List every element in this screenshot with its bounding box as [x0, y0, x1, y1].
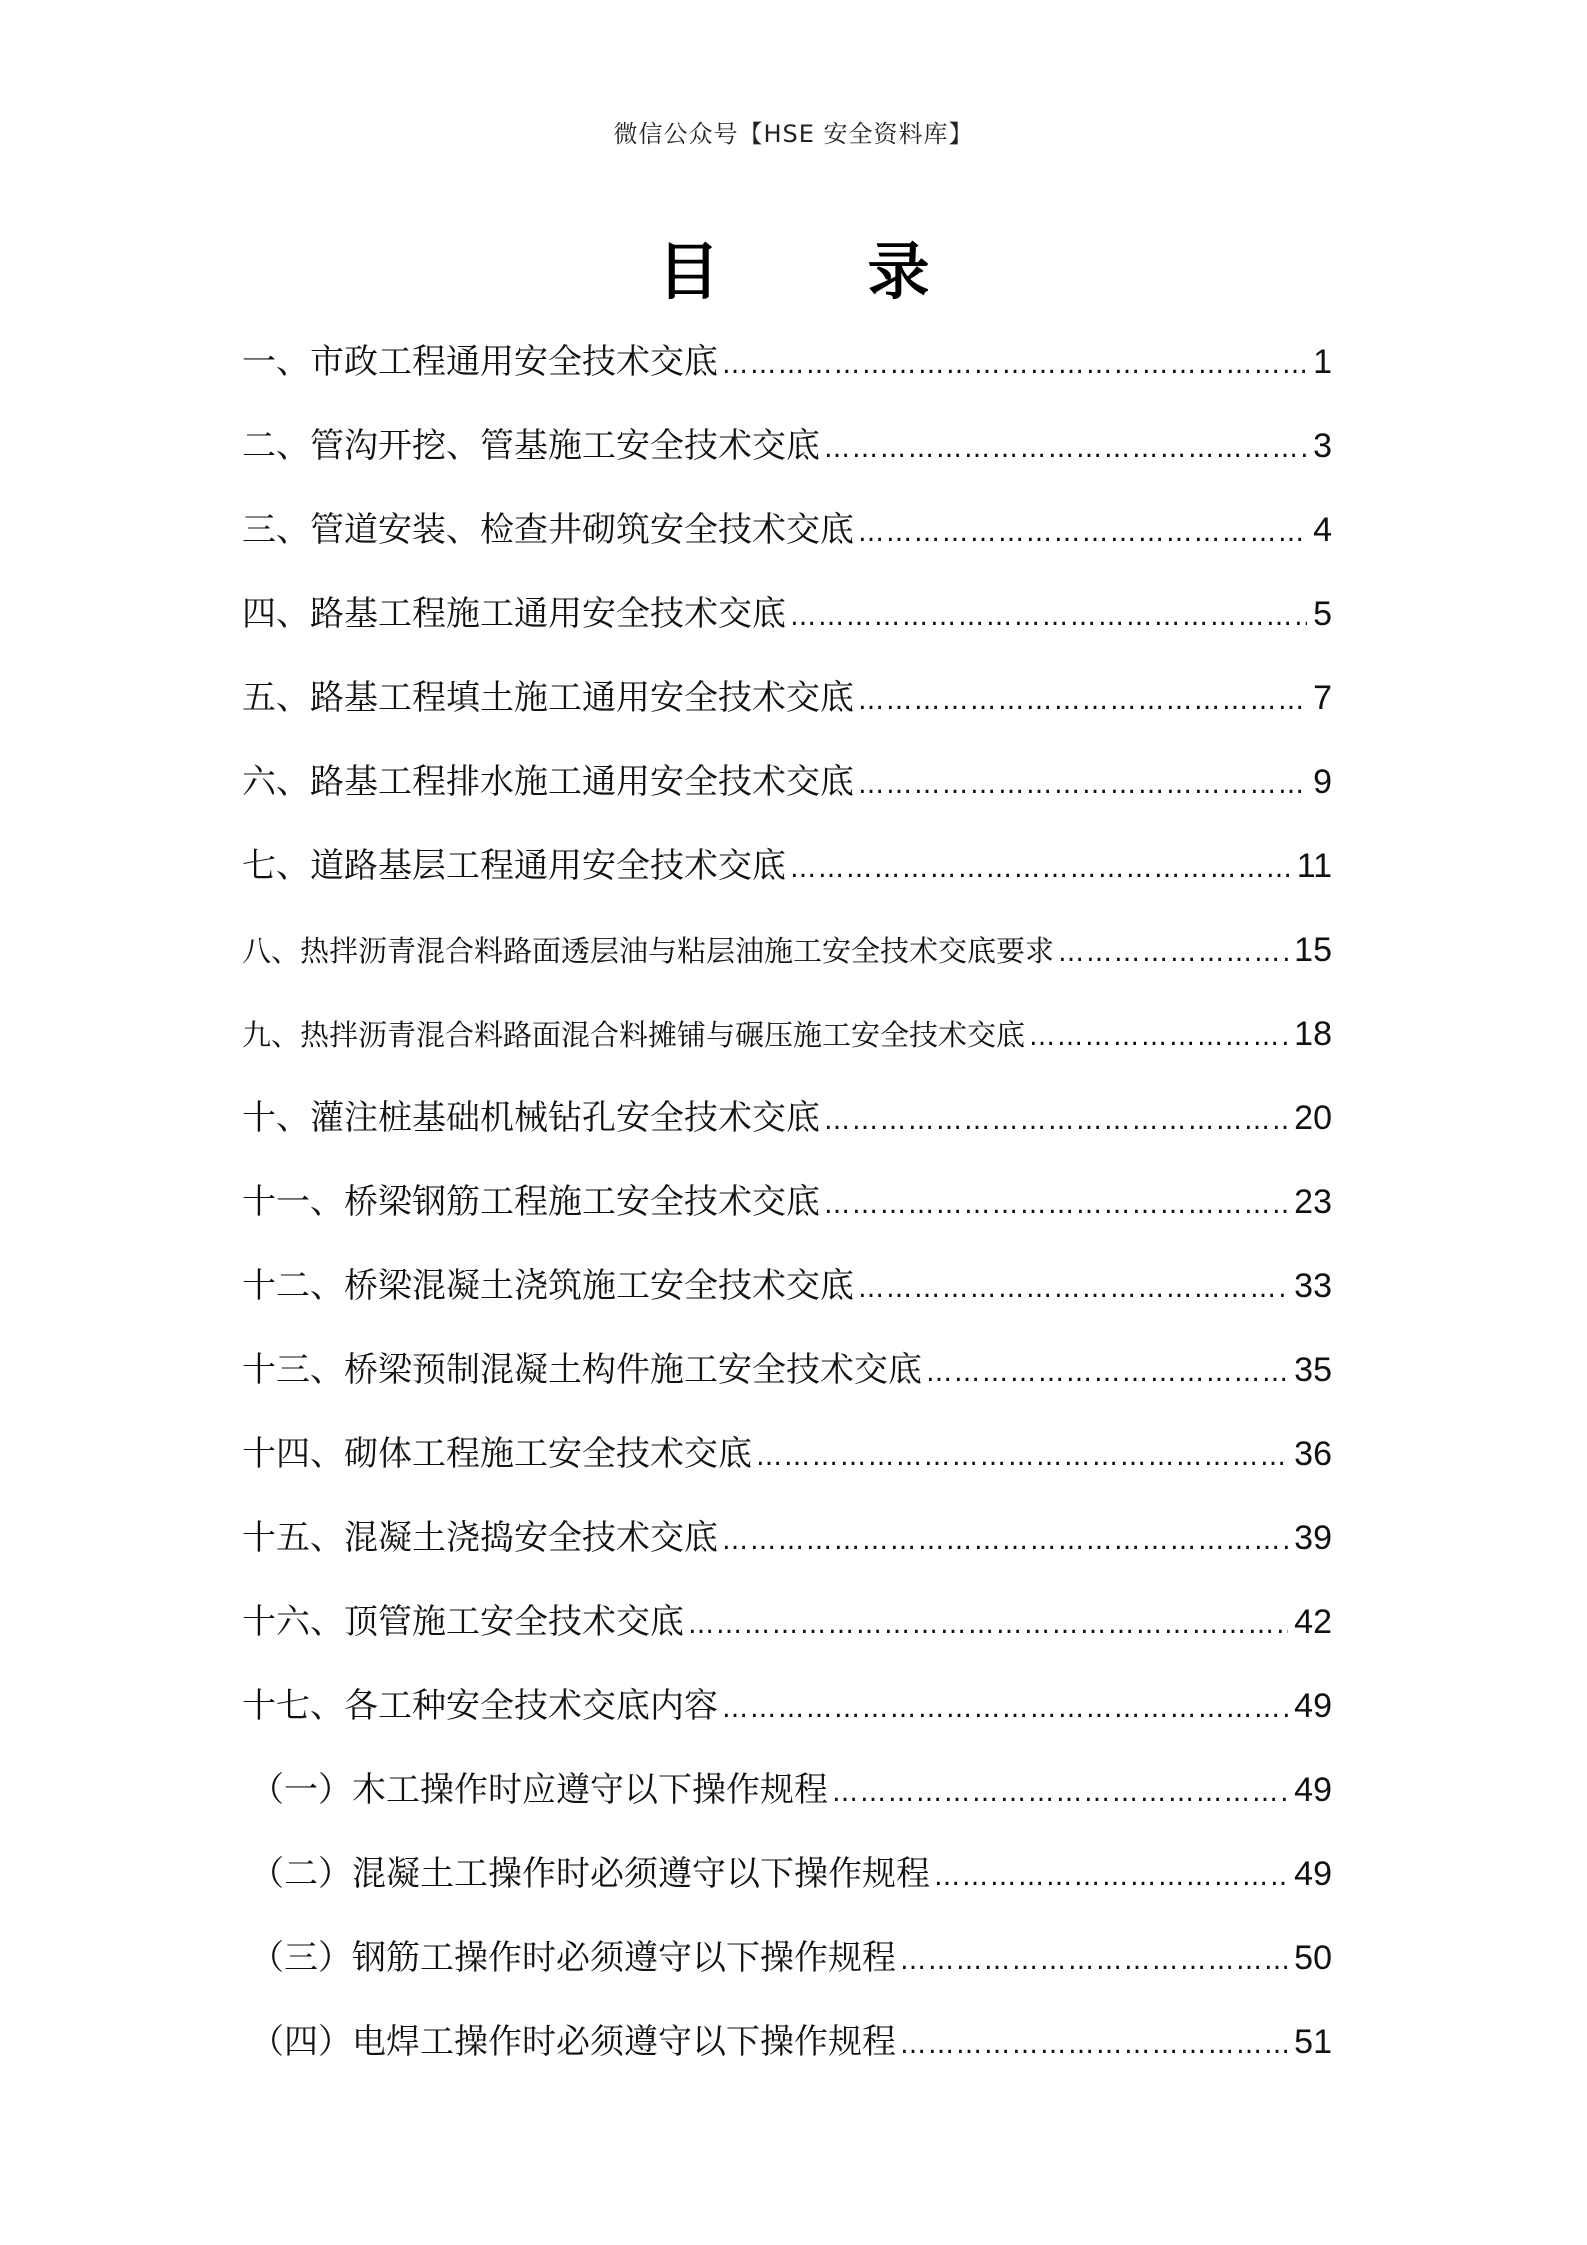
toc-entry[interactable]	[242, 824, 1332, 908]
toc-leader-dots	[858, 1247, 1288, 1328]
toc-entry[interactable]	[242, 1076, 1332, 1160]
toc-entry[interactable]	[242, 908, 1332, 992]
toc-entry-title: 八、热拌沥青混合料路面透层油与粘层油施工安全技术交底要求	[242, 934, 1055, 968]
toc-entry[interactable]	[242, 1160, 1332, 1244]
title-char-1: 目	[657, 235, 720, 308]
toc-leader-dots	[790, 827, 1291, 908]
toc-entry[interactable]	[242, 1916, 1332, 2000]
toc-entry-title: （三）钢筋工操作时必须遵守以下操作规程	[250, 1938, 896, 1978]
toc-page-number: 15	[1294, 931, 1332, 969]
toc-entry-title: 五、路基工程填土施工通用安全技术交底	[242, 678, 854, 718]
toc-leader-dots	[1029, 995, 1288, 1076]
toc-leader-dots	[688, 1583, 1288, 1664]
toc-leader-dots	[722, 323, 1307, 404]
toc-page-number: 36	[1294, 1435, 1332, 1473]
toc-leader-dots	[858, 659, 1307, 740]
toc-entry[interactable]	[242, 1832, 1332, 1916]
toc-entry-title: （四）电焊工操作时必须遵守以下操作规程	[250, 2022, 896, 2062]
toc-page-number: 18	[1294, 1015, 1332, 1053]
toc-entry[interactable]	[242, 1748, 1332, 1832]
toc-entry-title: 十七、各工种安全技术交底内容	[242, 1686, 718, 1726]
toc-leader-dots	[824, 1163, 1288, 1244]
toc-page-number: 39	[1294, 1519, 1332, 1557]
toc-entry-title: 四、路基工程施工通用安全技术交底	[242, 594, 786, 634]
toc-page-number: 23	[1294, 1183, 1332, 1221]
toc-page-number: 49	[1294, 1687, 1332, 1725]
toc-entry[interactable]	[242, 572, 1332, 656]
toc-page-number: 3	[1313, 427, 1332, 465]
toc-leader-dots	[790, 575, 1307, 656]
toc-leader-dots	[824, 1079, 1288, 1160]
toc-page-number: 4	[1313, 511, 1332, 549]
toc-entry[interactable]	[242, 1412, 1332, 1496]
toc-entry[interactable]	[242, 740, 1332, 824]
toc-entry[interactable]	[242, 2000, 1332, 2084]
toc-entry-title: 十二、桥梁混凝土浇筑施工安全技术交底	[242, 1266, 854, 1306]
toc-entry[interactable]	[242, 488, 1332, 572]
toc-leader-dots	[900, 1919, 1288, 2000]
toc-entry-title: 十四、砌体工程施工安全技术交底	[242, 1434, 752, 1474]
toc-leader-dots	[926, 1331, 1288, 1412]
toc-leader-dots	[934, 1835, 1288, 1916]
toc-entry[interactable]	[242, 1328, 1332, 1412]
toc-entry-title: 十一、桥梁钢筋工程施工安全技术交底	[242, 1182, 820, 1222]
toc-leader-dots	[824, 407, 1307, 488]
toc-page-number: 50	[1294, 1939, 1332, 1977]
toc-entry-title: 九、热拌沥青混合料路面混合料摊铺与碾压施工安全技术交底	[242, 1018, 1026, 1052]
toc-entry[interactable]	[242, 1496, 1332, 1580]
toc-entry-title: 一、市政工程通用安全技术交底	[242, 342, 718, 382]
toc-page-number: 1	[1313, 343, 1332, 381]
toc-entry[interactable]	[242, 404, 1332, 488]
toc-page-number: 11	[1296, 847, 1332, 885]
toc-page-number: 20	[1294, 1099, 1332, 1137]
toc-page-number: 49	[1294, 1771, 1332, 1809]
title-char-2: 录	[867, 235, 930, 308]
toc-leader-dots	[722, 1499, 1288, 1580]
toc-entry[interactable]	[242, 992, 1332, 1076]
toc-entry-title: 六、路基工程排水施工通用安全技术交底	[242, 762, 854, 802]
toc-page-number: 5	[1313, 595, 1332, 633]
toc-page-number: 51	[1294, 2023, 1332, 2061]
page-header: 微信公众号【HSE 安全资料库】	[613, 120, 974, 148]
toc-page-number: 35	[1294, 1351, 1332, 1389]
toc-entry-title: （二）混凝土工操作时必须遵守以下操作规程	[250, 1854, 930, 1894]
toc-leader-dots	[756, 1415, 1288, 1496]
toc-entry-title: 十、灌注桩基础机械钻孔安全技术交底	[242, 1098, 820, 1138]
toc-entry-title: 十三、桥梁预制混凝土构件施工安全技术交底	[242, 1350, 922, 1390]
toc-leader-dots	[1058, 911, 1288, 992]
toc-entry-title: 十六、顶管施工安全技术交底	[242, 1602, 684, 1642]
toc-page-number: 9	[1313, 763, 1332, 801]
toc-leader-dots	[722, 1667, 1288, 1748]
page-title	[0, 222, 1587, 311]
toc-leader-dots	[900, 2003, 1288, 2084]
toc-entry-title: （一）木工操作时应遵守以下操作规程	[250, 1770, 828, 1810]
toc-page-number: 42	[1294, 1603, 1332, 1641]
toc-leader-dots	[832, 1751, 1288, 1832]
toc-leader-dots	[858, 491, 1307, 572]
toc-page-number: 7	[1313, 679, 1332, 717]
toc-entry-title: 七、道路基层工程通用安全技术交底	[242, 846, 786, 886]
toc-entry-title: 十五、混凝土浇捣安全技术交底	[242, 1518, 718, 1558]
toc-entry[interactable]	[242, 1664, 1332, 1748]
toc-entry-title: 三、管道安装、检查井砌筑安全技术交底	[242, 510, 854, 550]
table-of-contents	[242, 320, 1332, 2084]
toc-page-number: 33	[1294, 1267, 1332, 1305]
toc-page-number: 49	[1294, 1855, 1332, 1893]
toc-entry[interactable]	[242, 1244, 1332, 1328]
toc-entry-title: 二、管沟开挖、管基施工安全技术交底	[242, 426, 820, 466]
toc-entry[interactable]	[242, 1580, 1332, 1664]
toc-entry[interactable]	[242, 320, 1332, 404]
toc-leader-dots	[858, 743, 1307, 824]
toc-entry[interactable]	[242, 656, 1332, 740]
